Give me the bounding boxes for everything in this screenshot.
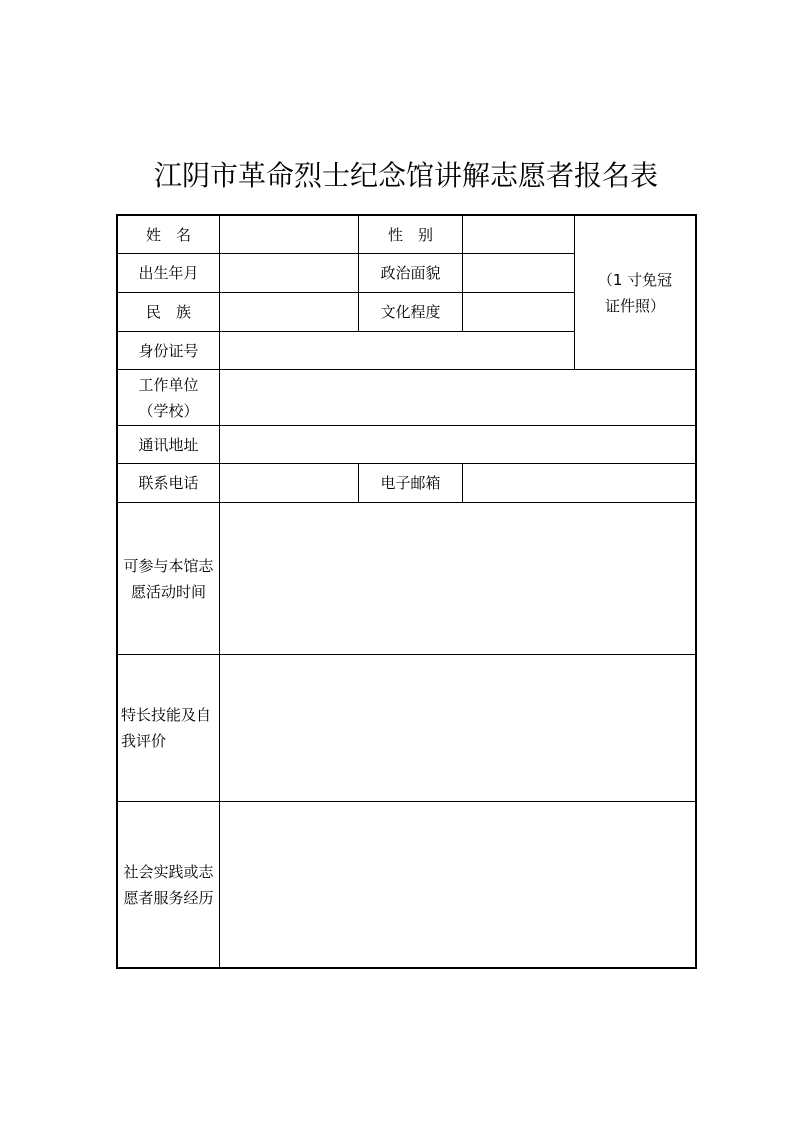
photo-placeholder[interactable]: （1 寸免冠 证件照） [597, 270, 673, 315]
table-border-right [695, 214, 697, 969]
address-field[interactable] [220, 426, 695, 463]
education-label: 文化程度 [380, 303, 441, 321]
ethnicity-label: 民 族 [145, 303, 191, 321]
workplace-field[interactable] [220, 370, 695, 425]
political-label: 政治面貌 [380, 264, 441, 282]
email-label: 电子邮箱 [380, 474, 441, 492]
workplace-label: 工作单位 （学校） [138, 375, 199, 420]
id-number-field[interactable] [220, 332, 574, 369]
experience-field[interactable] [220, 802, 695, 967]
political-field[interactable] [463, 254, 574, 292]
form-title: 江阴市革命烈士纪念馆讲解志愿者报名表 [153, 159, 658, 192]
registration-form-table [116, 214, 697, 969]
birth-field[interactable] [220, 254, 358, 292]
availability-label: 可参与本馆志 愿活动时间 [123, 556, 214, 601]
availability-field[interactable] [220, 503, 695, 654]
skills-field[interactable] [220, 655, 695, 801]
ethnicity-field[interactable] [220, 293, 358, 331]
phone-field[interactable] [220, 464, 358, 502]
experience-label: 社会实践或志 愿者服务经历 [123, 862, 214, 907]
phone-label: 联系电话 [138, 474, 199, 492]
birth-label: 出生年月 [138, 264, 199, 282]
address-label: 通讯地址 [138, 435, 199, 454]
name-field[interactable] [220, 216, 358, 253]
table-border-bottom [116, 967, 697, 969]
email-field[interactable] [463, 464, 695, 502]
id-number-label: 身份证号 [138, 341, 199, 360]
gender-label: 性 别 [387, 225, 433, 244]
skills-label: 特长技能及自 我评价 [121, 706, 212, 750]
name-label: 姓 名 [145, 225, 191, 244]
education-field[interactable] [463, 293, 574, 331]
gender-field[interactable] [463, 216, 574, 253]
